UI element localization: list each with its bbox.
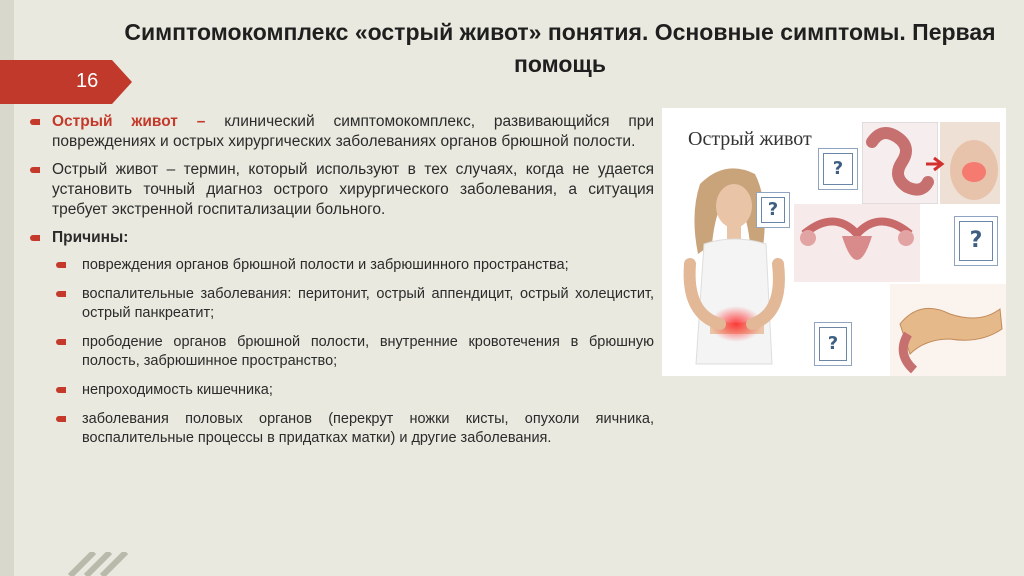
slide-number: 16 bbox=[76, 70, 99, 92]
pancreas-anatomy-image bbox=[890, 284, 1006, 376]
arrow-icon bbox=[924, 156, 946, 172]
causes-heading: Причины: bbox=[52, 229, 129, 246]
question-box bbox=[818, 148, 858, 190]
uterus-anatomy-image bbox=[794, 204, 920, 282]
question-box bbox=[954, 216, 998, 266]
decorative-stripes bbox=[60, 552, 140, 576]
slide-title: Симптомокомплекс «острый живот» понятия. Основные симптомы. Первая помощь bbox=[124, 19, 996, 77]
question-mark-icon: ? bbox=[959, 221, 993, 261]
cause-item: непроходимость кишечника; bbox=[54, 381, 654, 400]
cause-item: повреждения органов брюшной полости и забрюшинного пространства; bbox=[54, 256, 654, 275]
definition-text: клинический симптомокомплекс, развивающийся при повреждениях и острых хирургических заболеваниях органов брюшной полости. bbox=[52, 113, 655, 150]
bullet-causes bbox=[30, 228, 654, 248]
question-box bbox=[756, 192, 790, 228]
acute-abdomen-illustration bbox=[662, 108, 1006, 376]
woman-figure-image bbox=[680, 164, 810, 376]
term-acute-abdomen: Острый живот – bbox=[52, 113, 206, 130]
illustration-label: Острый живот bbox=[688, 128, 812, 150]
question-mark-icon: ? bbox=[823, 153, 853, 185]
question-box bbox=[814, 322, 852, 366]
slide-number-badge bbox=[0, 60, 132, 104]
cause-item: воспалительные заболевания: перитонит, острый аппендицит, острый холецистит, острый панкреатит; bbox=[54, 285, 654, 323]
bullet-definition bbox=[30, 112, 654, 152]
slide-content bbox=[30, 112, 654, 458]
term-usage-text: Острый живот – термин, который используют в тех случаях, когда не удается установить точный диагноз острого хирургического заболевания, а ситуация требует экстренной госпитализации больного. bbox=[52, 161, 654, 218]
slide-number-arrow bbox=[0, 60, 132, 104]
bullet-term-usage bbox=[30, 160, 654, 220]
cause-item: заболевания половых органов (перекрут ножки кисты, опухоли яичника, воспалительные процессы в придатках матки) и другие заболевания. bbox=[54, 410, 654, 448]
cause-item: прободение органов брюшной полости, внутренние кровотечения в брюшную полость, забрюшинное пространство; bbox=[54, 333, 654, 371]
abdomen-photo bbox=[940, 122, 1000, 204]
question-mark-icon: ? bbox=[819, 327, 847, 361]
question-mark-icon: ? bbox=[761, 197, 785, 223]
